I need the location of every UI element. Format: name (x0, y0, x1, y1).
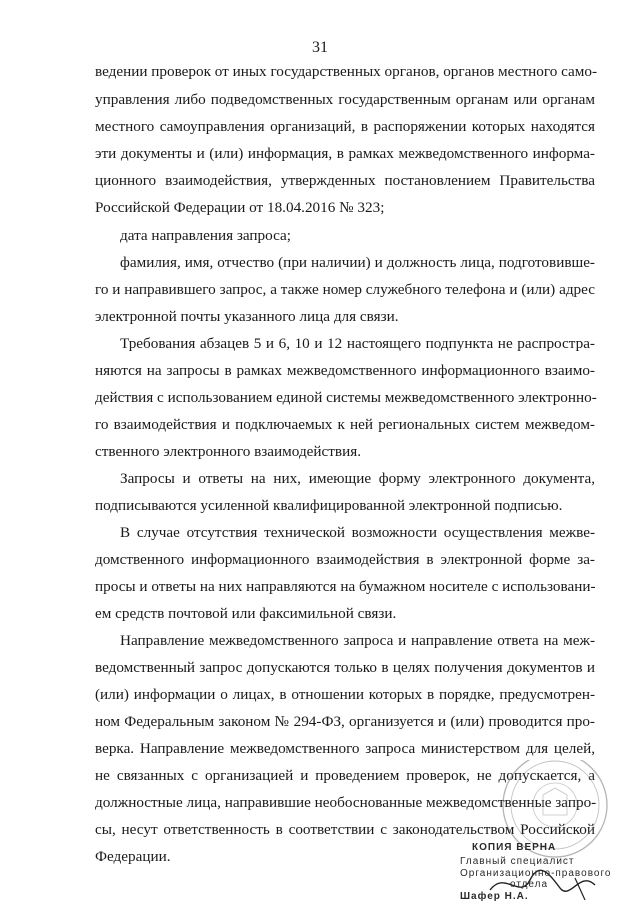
stamp-signer-name: Шафер Н.А. (460, 891, 529, 902)
text-line: Требования абзацев 5 и 6, 10 и 12 настоящего подпункта не распростра- (120, 335, 595, 352)
text-line: Запросы и ответы на них, имеющие форму электронного документа, (120, 470, 595, 487)
text-line: верка. Направление межведомственного запроса министерством для целей, (95, 740, 595, 757)
text-line: местного самоуправления организаций, в распоряжении которых находятся (95, 118, 595, 135)
text-line: няются на запросы в рамках межведомственного информационного взаимо- (95, 362, 595, 379)
stamp-line-department: Организационно-правового (460, 868, 612, 879)
text-line: го и направившего запрос, а также номер служебного телефона и (или) адрес (95, 281, 595, 298)
text-line: должностные лица, направившие необоснованные межведомственные запро- (95, 794, 597, 811)
copy-certification-stamp (380, 760, 640, 905)
text-line: го взаимодействия и подключаемых к ней региональных систем межведом- (95, 416, 595, 433)
text-line: домственного информационного взаимодействия в электронной форме за- (95, 551, 595, 568)
text-line: Российской Федерации от 18.04.2016 № 323; (95, 199, 385, 216)
text-line: просы и ответы на них направляются на бумажном носителе с использовани- (95, 578, 596, 595)
page-number: 31 (312, 39, 328, 56)
stamp-line-department-end: отдела (510, 879, 549, 890)
text-line: Направление межведомственного запроса и направление ответа на меж- (120, 632, 595, 649)
text-line: ведомственный запрос допускаются только в целях получения документов и (95, 659, 595, 676)
text-line: фамилия, имя, отчество (при наличии) и должность лица, подготовивше- (120, 254, 595, 271)
text-line: подписываются усиленной квалифицированной электронной подписью. (95, 497, 563, 514)
text-line: сы, несут ответственность в соответствии с законодательством Российской (95, 821, 595, 838)
text-line: ном Федеральным законом № 294-ФЗ, организуется и (или) проводится про- (95, 713, 595, 730)
text-line: ведении проверок от иных государственных органов, органов местного само- (95, 63, 598, 80)
stamp-line-position: Главный специалист (460, 856, 575, 867)
stamp-line-copy-verified: КОПИЯ ВЕРНА (472, 842, 557, 853)
text-line: управления либо подведомственных государственным органам или органам (95, 91, 595, 108)
text-line: действия с использованием единой системы межведомственного электронно- (95, 389, 597, 406)
text-line: Федерации. (95, 848, 171, 865)
text-line: В случае отсутствия технической возможности осуществления межве- (120, 524, 595, 541)
text-line: ем средств почтовой или факсимильной связи. (95, 605, 397, 622)
text-line: электронной почты указанного лица для связи. (95, 308, 399, 325)
text-line: ционного взаимодействия, утвержденных постановлением Правительства (95, 172, 595, 189)
text-line: эти документы и (или) информация, в рамках межведомственного информа- (95, 145, 595, 162)
text-line: (или) информации о лицах, в отношении которых в порядке, предусмотрен- (95, 686, 595, 703)
text-line: не связанных с организацией и проведением проверок, не допускается, а (95, 767, 595, 784)
text-line: дата направления запроса; (120, 227, 292, 244)
text-line: ственного электронного взаимодействия. (95, 443, 361, 460)
